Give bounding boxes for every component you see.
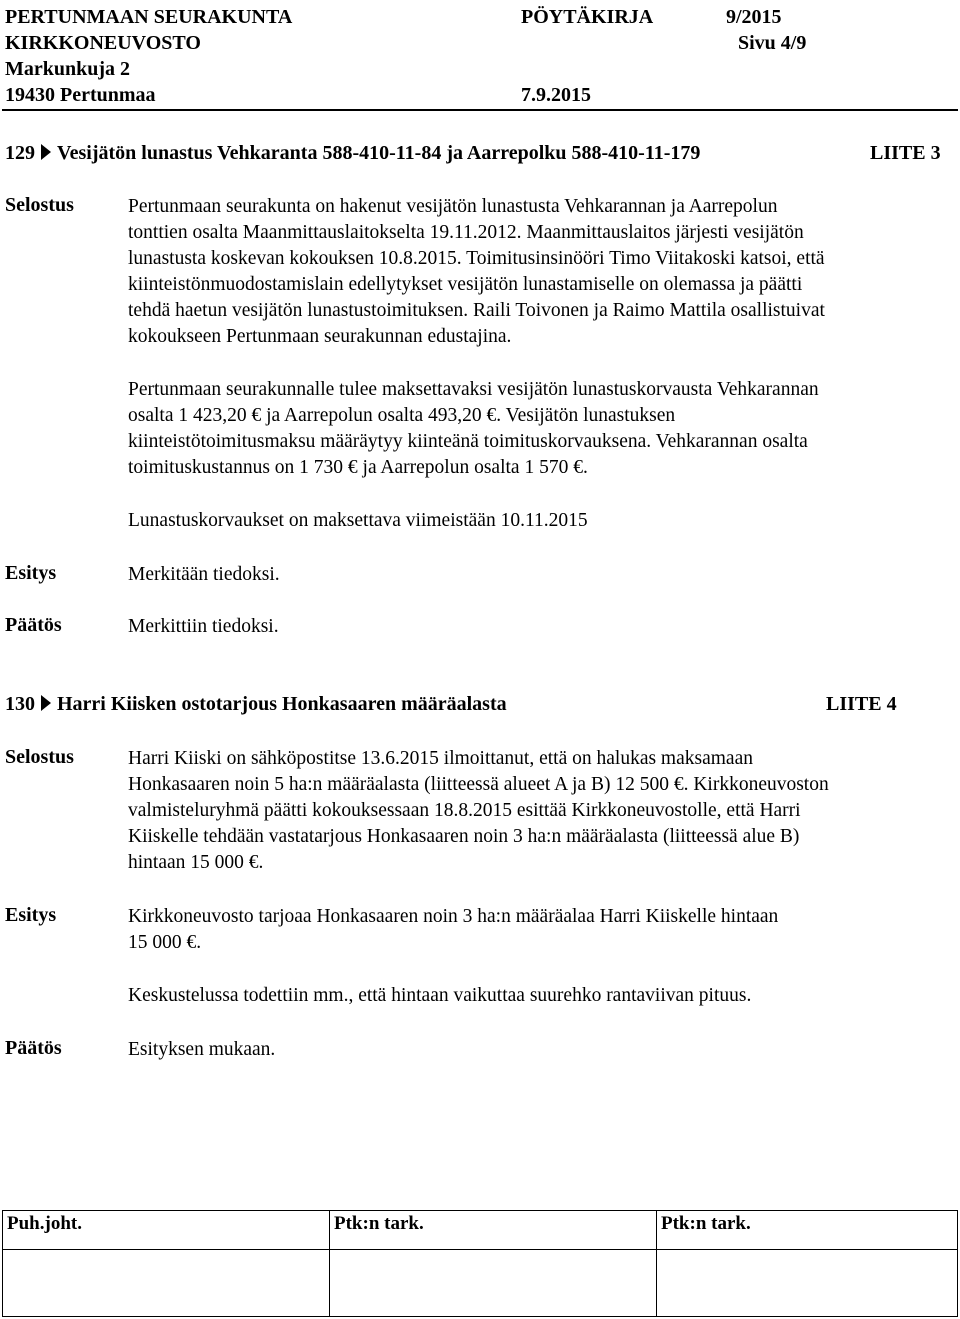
paragraph-line: Honkasaaren noin 5 ha:n määräalasta (liitteessä alueet A ja B) 12 500 €. Kirkkoneuvoston bbox=[128, 774, 829, 795]
paragraph-line: Harri Kiiski on sähköpostitse 13.6.2015 ilmoittanut, että on halukas maksamaan bbox=[128, 748, 753, 769]
section-number: 129 bbox=[5, 142, 35, 164]
paragraph-line: tehdä haetun vesijätön lunastustoimituksen. Raili Toivonen ja Raimo Mattila osallistuivat bbox=[128, 300, 825, 321]
paragraph-line: hintaan 15 000 €. bbox=[128, 852, 264, 873]
document-date: 7.9.2015 bbox=[521, 84, 591, 106]
postal-address: 19430 Pertunmaa bbox=[5, 84, 156, 106]
esitys-label: Esitys bbox=[5, 562, 57, 584]
paragraph-line: Keskustelussa todettiin mm., että hintaan vaikuttaa suurehko rantaviivan pituus. bbox=[128, 985, 752, 1006]
organization-name: PERTUNMAAN SEURAKUNTA bbox=[5, 6, 293, 28]
signature-table bbox=[2, 1210, 958, 1317]
signature-label: Ptk:n tark. bbox=[330, 1211, 657, 1250]
paragraph-line: Kirkkoneuvosto tarjoaa Honkasaaren noin 3 ha:n määräalaa Harri Kiiskelle hintaan bbox=[128, 906, 779, 927]
paatos-text: Esityksen mukaan. bbox=[128, 1039, 276, 1060]
attachment-label: LIITE 3 bbox=[870, 142, 941, 164]
page-number: Sivu 4/9 bbox=[738, 32, 807, 54]
section-130-heading bbox=[5, 693, 507, 716]
paragraph-line: Kiiskelle tehdään vastatarjous Honkasaaren noin 3 ha:n määräalasta (liitteessä alue B) bbox=[128, 826, 800, 847]
attachment-label: LIITE 4 bbox=[826, 693, 897, 715]
esitys-label: Esitys bbox=[5, 904, 57, 926]
arrow-right-icon bbox=[41, 144, 51, 160]
section-number: 130 bbox=[5, 693, 35, 715]
street-address: Markunkuja 2 bbox=[5, 58, 131, 80]
signature-label: Puh.joht. bbox=[3, 1211, 330, 1250]
signature-cell bbox=[330, 1250, 657, 1317]
arrow-right-icon bbox=[41, 695, 51, 711]
paragraph-line: tonttien osalta Maanmittauslaitokselta 19.11.2012. Maanmittauslaitos järjesti vesijätön bbox=[128, 222, 804, 243]
esitys-text: Merkitään tiedoksi. bbox=[128, 564, 280, 585]
paragraph-line: valmisteluryhmä päätti kokouksessaan 18.8.2015 esittää Kirkkoneuvostolle, että Harri bbox=[128, 800, 801, 821]
section-title: Harri Kiisken ostotarjous Honkasaaren määräalasta bbox=[57, 693, 507, 715]
signature-cell bbox=[657, 1250, 958, 1317]
paragraph-line: Pertunmaan seurakunta on hakenut vesijätön lunastusta Vehkarannan ja Aarrepolun bbox=[128, 196, 778, 217]
body-name: KIRKKONEUVOSTO bbox=[5, 32, 201, 54]
paatos-label: Päätös bbox=[5, 614, 62, 636]
signature-label: Ptk:n tark. bbox=[657, 1211, 958, 1250]
selostus-label: Selostus bbox=[5, 746, 74, 768]
signature-cell bbox=[3, 1250, 330, 1317]
document-number: 9/2015 bbox=[726, 6, 782, 28]
paragraph-line: kiinteistönmuodostamislain edellytykset vesijätön lunastamiselle on olemassa ja päätti bbox=[128, 274, 803, 295]
document-type: PÖYTÄKIRJA bbox=[521, 6, 654, 28]
paragraph-line: toimituskustannus on 1 730 € ja Aarrepolun osalta 1 570 €. bbox=[128, 457, 588, 478]
section-title: Vesijätön lunastus Vehkaranta 588-410-11-84 ja Aarrepolku 588-410-11-179 bbox=[57, 142, 701, 164]
paragraph-line: osalta 1 423,20 € ja Aarrepolun osalta 493,20 €. Vesijätön lunastuksen bbox=[128, 405, 676, 426]
header-divider bbox=[2, 109, 958, 111]
paatos-label: Päätös bbox=[5, 1037, 62, 1059]
section-129-heading bbox=[5, 142, 700, 165]
paragraph-line: kokoukseen Pertunmaan seurakunnan edustajina. bbox=[128, 326, 512, 347]
paragraph-line: Lunastuskorvaukset on maksettava viimeistään 10.11.2015 bbox=[128, 510, 588, 531]
paragraph-line: 15 000 €. bbox=[128, 932, 202, 953]
paragraph-line: kiinteistötoimitusmaksu määräytyy kiinteänä toimituskorvauksena. Vehkarannan osalta bbox=[128, 431, 808, 452]
paragraph-line: Pertunmaan seurakunnalle tulee maksettavaksi vesijätön lunastuskorvausta Vehkarannan bbox=[128, 379, 819, 400]
paragraph-line: lunastusta koskevan kokouksen 10.8.2015. Toimitusinsinööri Timo Viitakoski katsoi, että bbox=[128, 248, 825, 269]
paatos-text: Merkittiin tiedoksi. bbox=[128, 616, 279, 637]
selostus-label: Selostus bbox=[5, 194, 74, 216]
